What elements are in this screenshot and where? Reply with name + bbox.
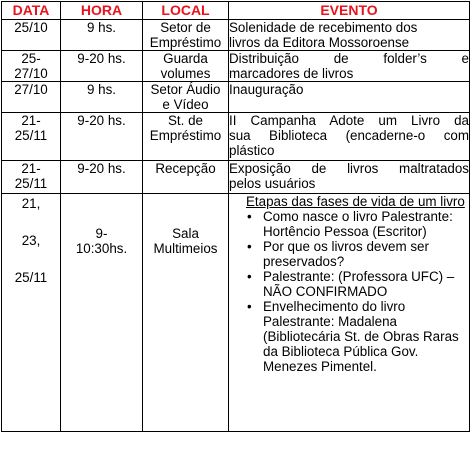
time-cell [61,51,143,82]
date-text: 21- [21,161,41,176]
location-text: e Vídeo [162,97,209,112]
time-text: 9- [95,226,108,241]
location-text: Multimeios [153,241,218,256]
location-cell [143,161,229,194]
time-cell [61,194,143,432]
date-text: 25/11 [14,128,48,143]
stages-list [233,209,469,374]
event-text: Distribuição de folder’s e [229,51,469,66]
event-cell [229,51,470,82]
event-text: plástico [229,143,275,158]
time-cell [61,20,143,51]
location-cell [143,20,229,51]
location-text: St. de [168,113,203,128]
list-item: • Por que os livros devem ser preservados? [263,239,469,269]
header-local: LOCAL [143,2,229,20]
date-text: 27/10 [14,82,48,97]
date-text: 27/10 [14,66,48,81]
date-cell [2,161,61,194]
date-text: 25/10 [14,20,48,35]
date-cell [2,113,61,161]
table-row [2,20,470,51]
event-text: Inauguração [229,82,304,97]
event-text: Solenidade de recebimento dos [229,20,418,35]
list-item: • Envelhecimento do livro Palestrante: Madalena (Bibliotecária St. de Obras Raras da Biblioteca Pública Gov. Menezes Pimentel. [263,299,469,374]
event-cell [229,20,470,51]
time-text: 10:30hs. [75,241,128,256]
event-cell [229,194,470,432]
location-text: Empréstimo [149,35,222,50]
list-item: • Como nasce o livro Palestrante: Hortêncio Pessoa (Escritor) [263,209,469,239]
date-cell [2,20,61,51]
event-text: marcadores de livros [229,66,354,81]
location-cell [143,82,229,113]
list-item: • Palestrante: (Professora UFC) – NÃO CONFIRMADO [263,269,469,299]
event-text: pelos usuários [229,176,316,191]
table-row [2,194,470,432]
date-text: 23, [21,233,41,248]
time-cell [61,113,143,161]
table-row [2,82,470,113]
date-text: 25- [21,51,41,66]
location-cell [143,51,229,82]
location-cell [143,194,229,432]
event-cell [229,113,470,161]
location-text: Recepção [155,161,216,176]
time-text: 9 hs. [86,20,117,35]
time-cell [61,161,143,194]
event-text: sua Biblioteca (encaderne-o com [229,128,469,143]
event-cell [229,161,470,194]
stages-title: Etapas das fases de vida de um livro [246,194,465,209]
date-text: 25/11 [14,270,48,285]
schedule-table [1,1,470,432]
date-text: 25/11 [14,176,48,191]
date-text: 21, [21,196,41,211]
date-text: 21- [21,113,41,128]
date-cell [2,51,61,82]
time-text: 9-20 hs. [77,161,126,176]
event-text: Exposição de livros maltratados [229,161,469,176]
table-row [2,161,470,194]
location-text: Setor de [160,20,211,35]
location-text: Empréstimo [149,128,222,143]
table-row [2,113,470,161]
location-text: Setor Áudio [150,82,221,97]
date-cell [2,194,61,432]
header-evento: EVENTO [229,2,470,20]
header-row [2,2,470,20]
table-row [2,51,470,82]
location-text: Sala [172,226,199,241]
location-text: Guarda [163,51,208,66]
time-text: 9-20 hs. [77,113,126,128]
date-cell [2,82,61,113]
event-text: livros da Editora Mossoroense [229,35,410,50]
location-text: volumes [160,66,211,81]
time-cell [61,82,143,113]
header-hora: HORA [61,2,143,20]
header-data: DATA [2,2,61,20]
time-text: 9 hs. [86,82,117,97]
location-cell [143,113,229,161]
time-text: 9-20 hs. [77,51,126,66]
event-cell [229,82,470,113]
event-text: II Campanha Adote um Livro da [229,113,469,128]
